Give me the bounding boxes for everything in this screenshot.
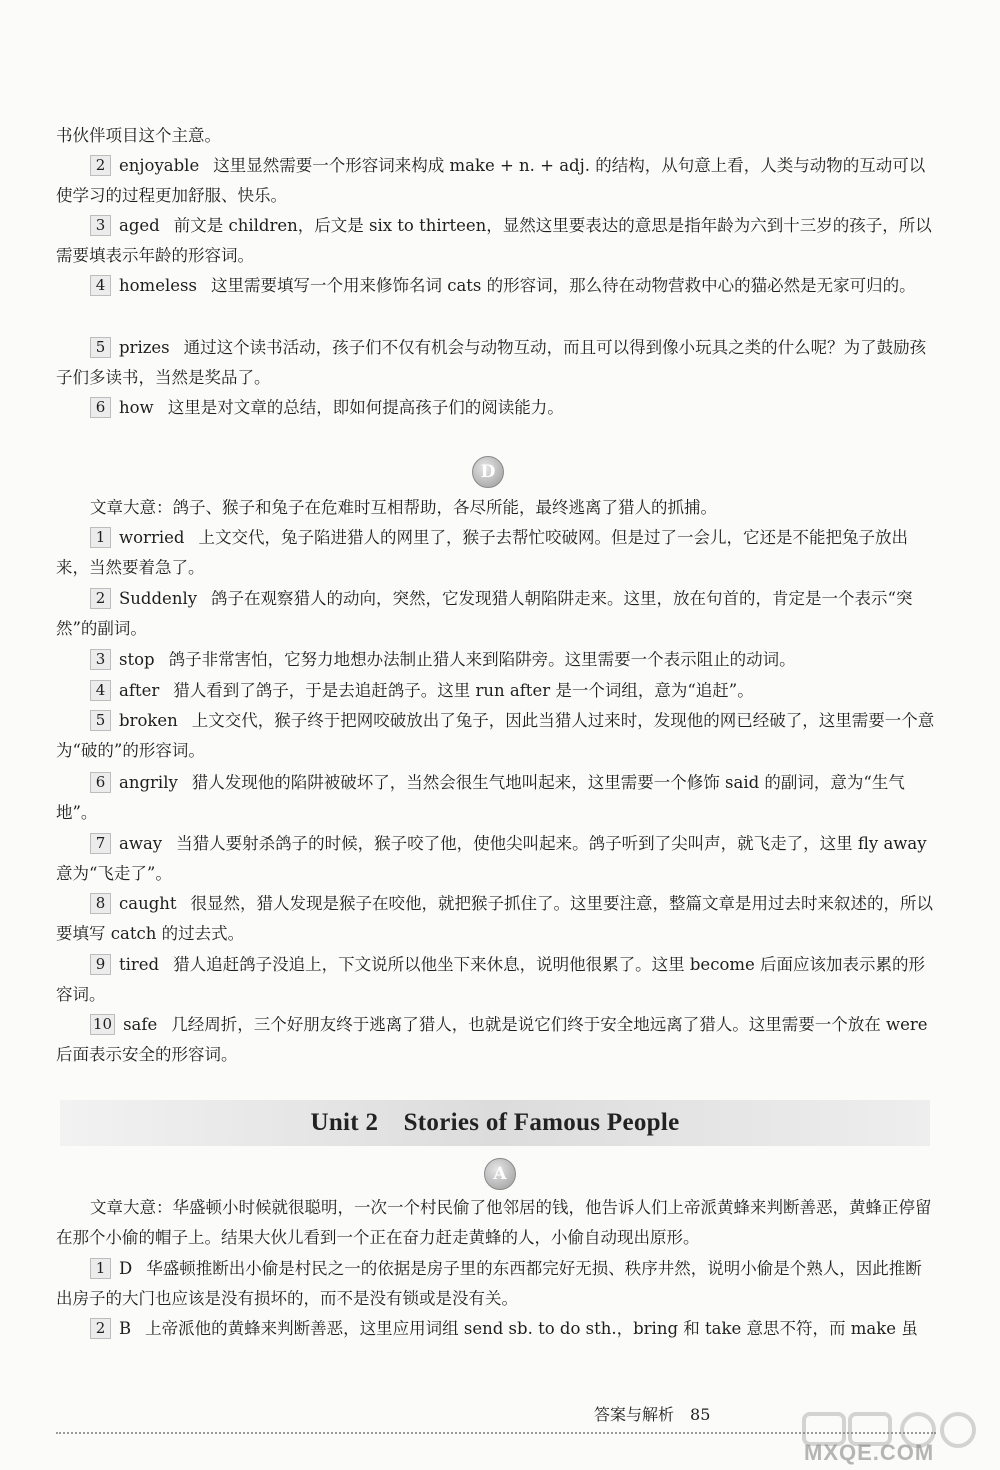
item-explanation: 上文交代，猴子终于把网咬破放出了兔子，因此当猎人过来时，发现他的网已经破了，这里需要一个意为“破的”的形容词。	[56, 711, 935, 760]
item-answer: angrily	[119, 773, 178, 792]
section-d-item-8	[56, 889, 936, 949]
item-explanation: 上文交代，兔子陷进猎人的网里了，猴子去帮忙咬破网。但是过了一会儿，它还是不能把兔子放出来，当然要着急了。	[56, 528, 908, 577]
item-explanation: 华盛顿推断出小偷是村民之一的依据是房子里的东西都完好无损、秩序井然，说明小偷是个熟人，因此推断出房子的大门也应该是没有损坏的，而不是没有锁或是没有关。	[56, 1259, 922, 1308]
section-c-item-3	[56, 211, 936, 271]
item-number: 3	[90, 215, 111, 236]
item-answer: away	[119, 834, 163, 853]
item-explanation: 上帝派他的黄蜂来判断善恶，这里应用词组 send sb. to do sth.，bring 和 take 意思不符，而 make 虽	[145, 1319, 918, 1338]
item-number: 1	[90, 1258, 111, 1279]
item-explanation: 这里需要填写一个用来修饰名词 cats 的形容词，那么待在动物营救中心的猫必然是无家可归的。	[210, 276, 916, 295]
section-d-item-10	[56, 1010, 936, 1070]
item-explanation: 鸽子在观察猎人的动向，突然，它发现猎人朝陷阱走来。这里，放在句首的，肯定是一个表示“突然”的副词。	[56, 589, 913, 638]
section-d-item-4	[56, 676, 936, 706]
item-explanation: 这里显然需要一个形容词来构成 make + n. + adj. 的结构，从句意上看，人类与动物的互动可以使学习的过程更加舒服、快乐。	[56, 156, 926, 205]
item-number: 5	[90, 710, 111, 731]
item-explanation: 几经周折，三个好朋友终于逃离了猎人，也就是说它们终于安全地远离了猎人。这里需要一个放在 were 后面表示安全的形容词。	[56, 1015, 928, 1064]
item-number: 4	[90, 275, 111, 296]
item-number: 8	[90, 893, 111, 914]
section-d-item-7	[56, 829, 936, 889]
item-number: 2	[90, 588, 111, 609]
item-explanation: 前文是 children，后文是 six to thirteen，显然这里要表达的意思是指年龄为六到十三岁的孩子，所以需要填表示年龄的形容词。	[56, 216, 932, 265]
item-number: 2	[90, 1318, 111, 1339]
item-explanation: 当猎人要射杀鸽子的时候，猴子咬了他，使他尖叫起来。鸽子听到了尖叫声，就飞走了，这里 fly away 意为“飞走了”。	[56, 834, 927, 883]
item-number: 7	[90, 833, 111, 854]
section-c-item-6	[56, 393, 936, 423]
item-number: 5	[90, 337, 111, 358]
section-a-badge: A	[484, 1158, 516, 1190]
section-d-summary: 文章大意：鸽子、猴子和兔子在危难时互相帮助，各尽所能，最终逃离了猎人的抓捕。	[90, 498, 717, 517]
item-explanation: 很显然，猎人发现是猴子在咬他，就把猴子抓住了。这里要注意，整篇文章是用过去时来叙述的，所以要填写 catch 的过去式。	[56, 894, 934, 943]
section-d-badge: D	[472, 456, 504, 488]
item-explanation: 猎人发现他的陷阱被破坏了，当然会很生气地叫起来，这里需要一个修饰 said 的副词，意为“生气地”。	[56, 773, 905, 822]
watermark-text: MXQE.COM	[804, 1440, 935, 1465]
section-c-item-4	[56, 271, 936, 301]
section-d-item-6	[56, 768, 936, 828]
section-a-item-2	[56, 1314, 936, 1344]
item-answer: broken	[119, 711, 178, 730]
item-number: 1	[90, 527, 111, 548]
unit-title: Unit 2 Stories of Famous People	[310, 1109, 680, 1136]
section-c-item-2	[56, 151, 936, 211]
item-number: 6	[90, 397, 111, 418]
item-answer: tired	[119, 955, 160, 974]
section-d-item-3	[56, 645, 936, 675]
section-d-item-9	[56, 950, 936, 1010]
section-d-item-2	[56, 584, 936, 644]
section-d-item-1	[56, 523, 936, 583]
item-answer: how	[119, 398, 154, 417]
item-explanation: 猎人看到了鸽子，于是去追赶鸽子。这里 run after 是一个词组，意为“追赶”。	[173, 681, 754, 700]
page-number: 85	[690, 1405, 711, 1424]
item-explanation: 这里是对文章的总结，即如何提高孩子们的阅读能力。	[167, 398, 564, 417]
item-explanation: 通过这个读书活动，孩子们不仅有机会与动物互动，而且可以得到像小玩具之类的什么呢？为了鼓励孩子们多读书，当然是奖品了。	[56, 338, 927, 387]
item-answer: worried	[119, 528, 185, 547]
item-number: 10	[90, 1014, 115, 1035]
item-explanation: 猎人追赶鸽子没追上，下文说所以他坐下来休息，说明他很累了。这里 become 后面应该加表示累的形容词。	[56, 955, 926, 1004]
item-answer: aged	[119, 216, 160, 235]
item-answer: after	[119, 681, 160, 700]
section-a-summary: 文章大意：华盛顿小时候就很聪明，一次一个村民偷了他邻居的钱，他告诉人们上帝派黄蜂来判断善恶，黄蜂正停留在那个小偷的帽子上。结果大伙儿看到一个正在奋力赶走黄蜂的人，小偷自动现出原形。	[56, 1198, 932, 1247]
item-number: 2	[90, 155, 111, 176]
footer-label: 答案与解析	[594, 1405, 675, 1424]
item-answer: Suddenly	[119, 589, 198, 608]
item-answer: prizes	[119, 338, 170, 357]
section-d-item-5	[56, 706, 936, 766]
unit-banner	[60, 1100, 930, 1146]
item-answer: D	[119, 1259, 133, 1278]
item-answer: stop	[119, 650, 155, 669]
item-answer: caught	[119, 894, 177, 913]
section-a-item-1	[56, 1254, 936, 1314]
page-footer	[594, 1402, 710, 1425]
item-answer: B	[119, 1319, 132, 1338]
item-number: 3	[90, 649, 111, 670]
item-answer: safe	[123, 1015, 158, 1034]
item-number: 6	[90, 772, 111, 793]
item-number: 4	[90, 680, 111, 701]
item-answer: homeless	[119, 276, 197, 295]
item-number: 9	[90, 954, 111, 975]
item-answer: enjoyable	[119, 156, 200, 175]
item-explanation: 鸽子非常害怕，它努力地想办法制止猎人来到陷阱旁。这里需要一个表示阻止的动词。	[168, 650, 796, 669]
section-c-item-5	[56, 333, 936, 393]
section-c-tail: 书伙伴项目这个主意。	[56, 126, 221, 145]
